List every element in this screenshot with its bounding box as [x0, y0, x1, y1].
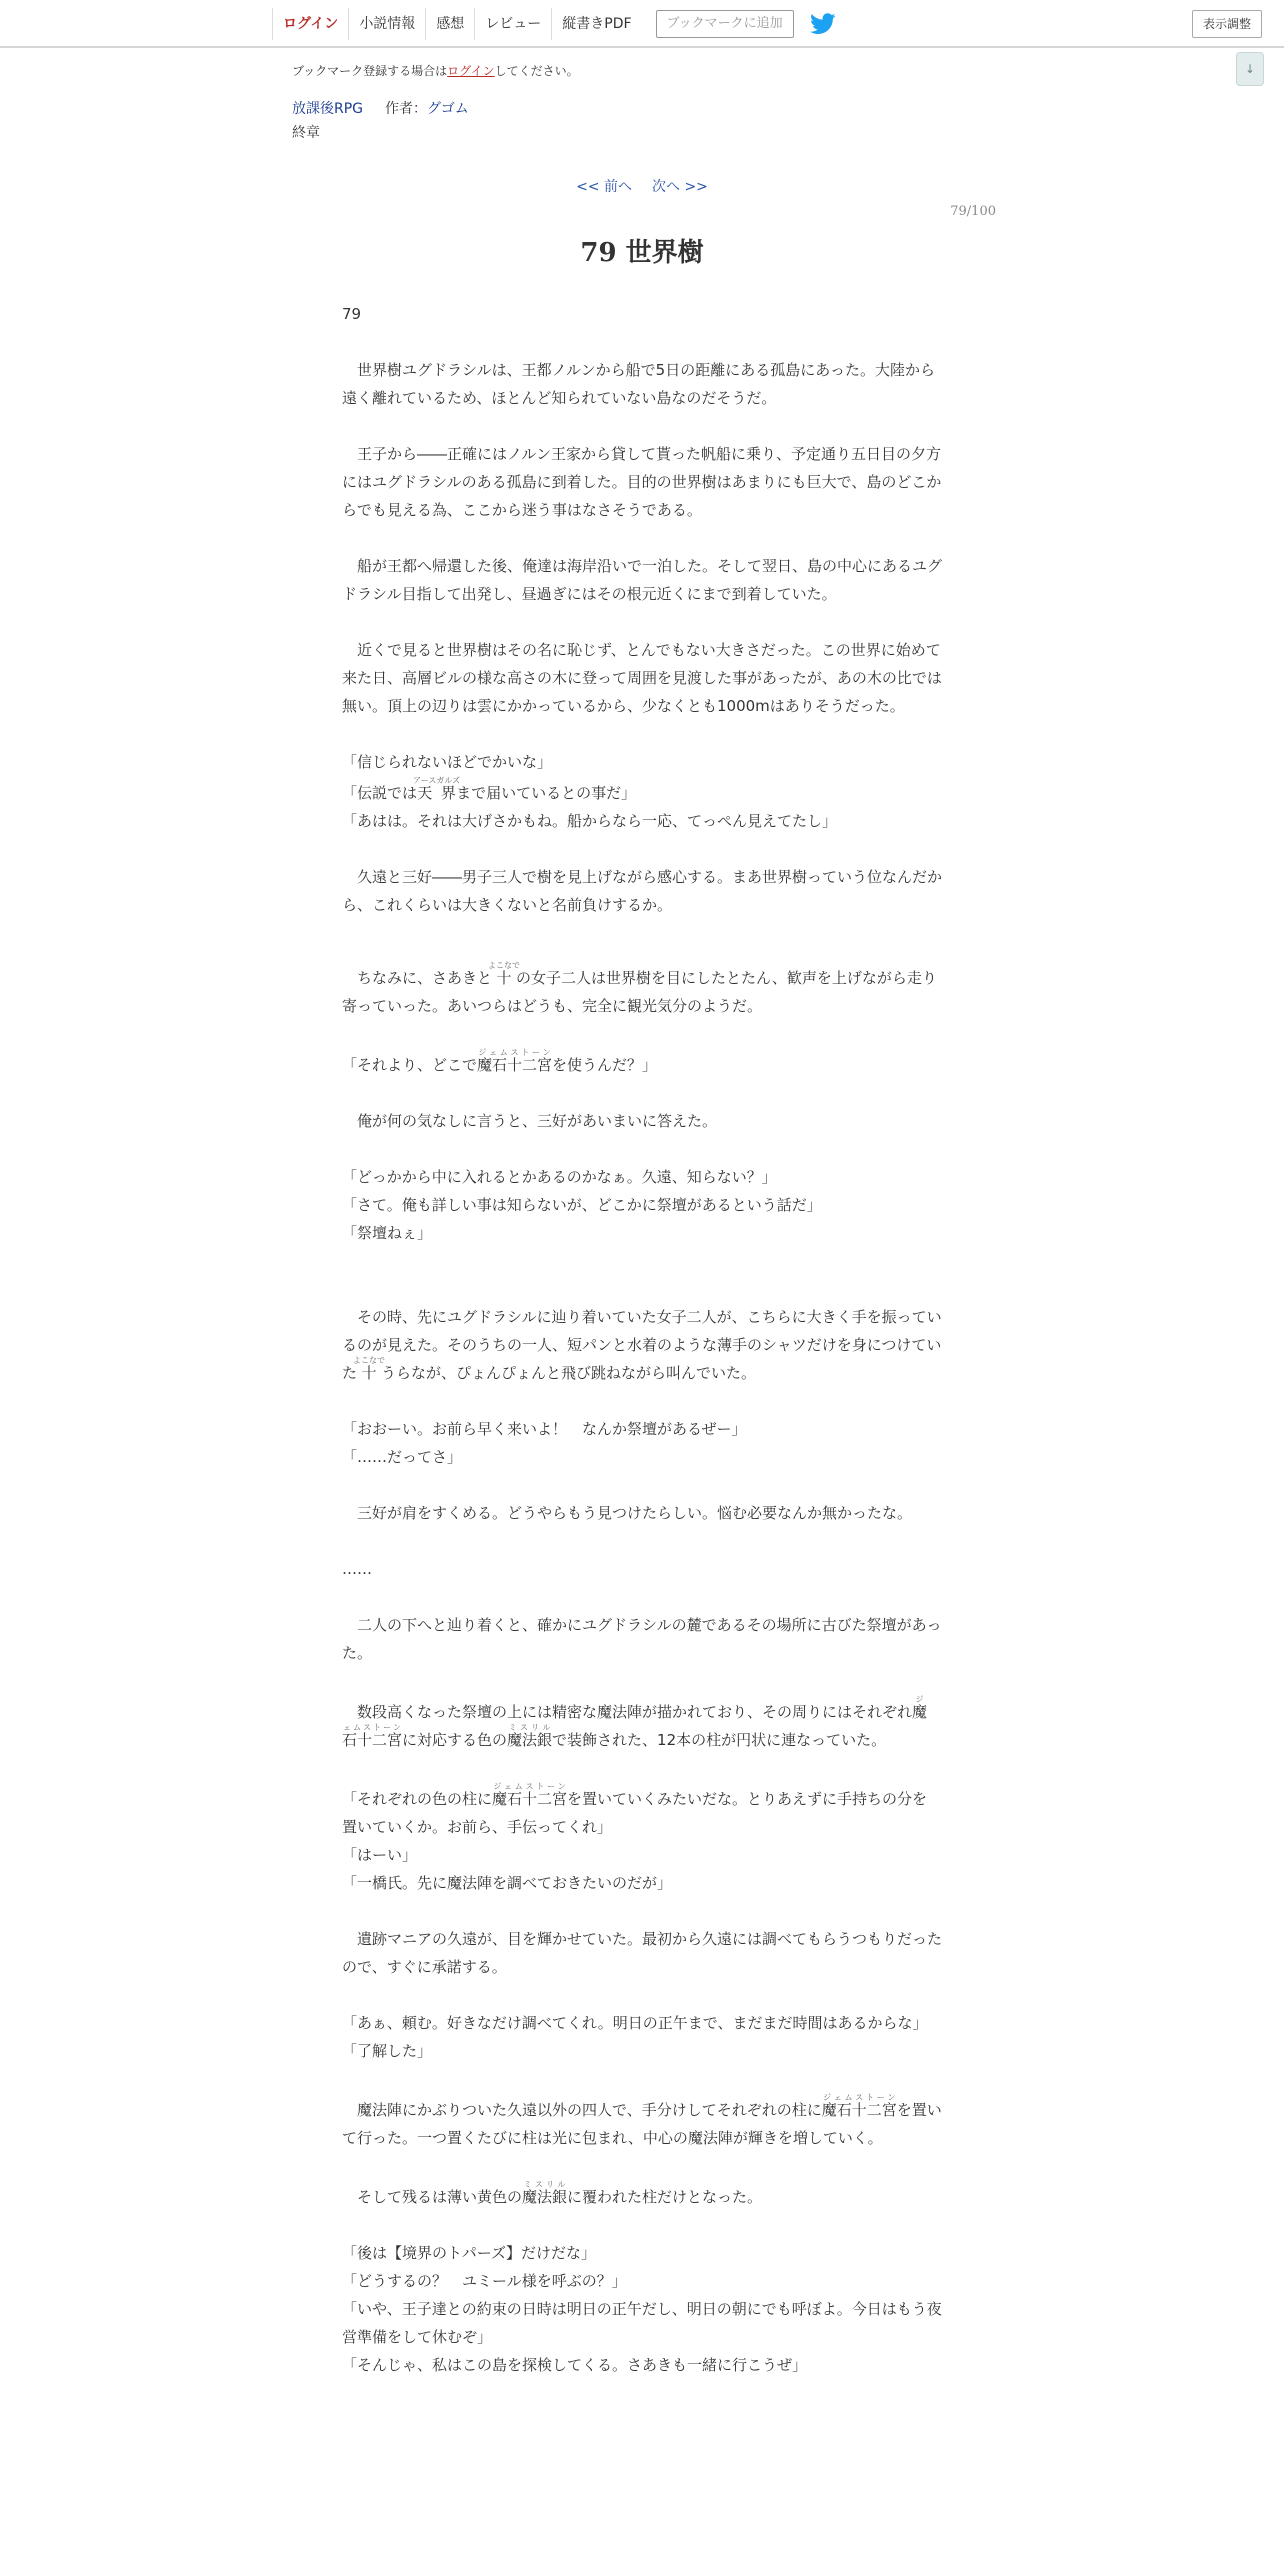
- page-count: 79/100: [950, 204, 996, 219]
- dialogue-line: 「信じられないほどでかいな」: [342, 753, 553, 771]
- text-span: を置いて行った。一つ置くたびに柱は光に包まれ、中心の魔法陣が輝きを増していく。: [342, 2101, 942, 2147]
- text-span: 「それより、どこで: [342, 1056, 478, 1074]
- login-note-link[interactable]: ログイン: [447, 64, 495, 78]
- ruby-base: 魔石十二宮: [821, 2101, 897, 2119]
- dialogue-line: [342, 776, 942, 807]
- ruby-base: 十: [353, 1364, 385, 1382]
- text-span: 「伝説では: [342, 784, 418, 802]
- next-page-link[interactable]: 次へ >>: [652, 179, 708, 195]
- ruby-word: [353, 1356, 386, 1382]
- pager: [0, 176, 1284, 196]
- ruby-reading: よこなで: [353, 1356, 386, 1365]
- text-span: に対応する色の: [402, 1731, 508, 1749]
- series-info: [292, 98, 469, 118]
- ruby-base: 魔石十二宮: [342, 1703, 928, 1749]
- series-title-link[interactable]: 放課後RPG: [292, 101, 364, 117]
- twitter-bird-icon[interactable]: [810, 13, 836, 35]
- login-note-after: してください。: [494, 64, 579, 78]
- ruby-word: [507, 1723, 553, 1749]
- ruby-word: [821, 2093, 897, 2119]
- top-nav-bar: [0, 0, 1284, 48]
- ruby-word: [522, 2180, 568, 2206]
- dialogue-line: 「さて。俺も詳しい事は知らないが、どこかに祭壇があるという話だ」: [342, 1196, 822, 1214]
- paragraph: 近くで見ると世界樹はその名に恥じず、とんでもない大きさだった。この世界に始めて来た日、高層ビルの様な高さの木に登って周囲を見渡した事があったが、あの木の比では無い。頂上の辺りは雲にかかっているから、少なくとも1000mはありそうだった。: [342, 641, 942, 715]
- text-span: 「それぞれの色の柱に: [342, 1790, 493, 1808]
- paragraph: 遺跡マニアの久遠が、目を輝かせていた。最初から久遠には調べてもらうつもりだったので、すぐに承諾する。: [342, 1930, 943, 1976]
- ruby-base: 魔法銀: [522, 2188, 568, 2206]
- paragraph: 二人の下へと辿り着くと、確かにユグドラシルの麓であるその場所に古びた祭壇があった。: [342, 1616, 942, 1662]
- paragraph: [342, 2180, 942, 2211]
- ruby-reading: ジェムストーン: [492, 1782, 568, 1791]
- paragraph: [342, 2093, 942, 2152]
- dialogue-line: 「どっかから中に入れるとかあるのかなぁ。久遠、知らない？」: [342, 1168, 777, 1186]
- vertical-pdf-link[interactable]: 縦書きPDF: [551, 8, 641, 40]
- dialogue-group: [342, 1415, 942, 1471]
- dialogue-line: 「一橋氏。先に魔法陣を調べておきたいのだが」: [342, 1874, 673, 1892]
- text-span: うらなが、ぴょんぴょんと飛び跳ねながら叫んでいた。: [381, 1364, 757, 1382]
- text-span: まで届いているとの事だ」: [456, 784, 637, 802]
- bookmark-add-button[interactable]: ブックマークに追加: [656, 10, 794, 38]
- display-settings-button[interactable]: 表示調整: [1192, 10, 1262, 38]
- ruby-base: 魔石十二宮: [492, 1790, 568, 1808]
- dialogue-group: [342, 2009, 942, 2065]
- paragraph: [342, 961, 942, 1020]
- ruby-word: [477, 1048, 553, 1074]
- ruby-word: [492, 1782, 568, 1808]
- ruby-base: 十: [488, 969, 520, 987]
- ruby-reading: ジェムストーン: [477, 1048, 553, 1057]
- dialogue-line: 「後は【境界のトパーズ】だけだな」: [342, 2244, 596, 2262]
- text-span: そして残るは薄い黄色の: [357, 2188, 523, 2206]
- paragraph: 久遠と三好――男子三人で樹を見上げながら感心する。まあ世界樹っていう位なんだから、これくらいは大きくないと名前負けするか。: [342, 868, 943, 914]
- dialogue-line: 「どうするの？ ユミール様を呼ぶの？」: [342, 2272, 627, 2290]
- dialogue-line: 「祭壇ねぇ」: [342, 1224, 433, 1242]
- ruby-word: [488, 961, 521, 987]
- ruby-word: [413, 776, 461, 802]
- bookmark-login-note: [292, 62, 579, 79]
- paragraph: 世界樹ユグドラシルは、王都ノルンから船で5日の距離にある孤島にあった。大陸から遠く離れているため、ほとんど知られていない島なのだそうだ。: [342, 361, 936, 407]
- text-span: を使うんだ？」: [552, 1056, 658, 1074]
- dialogue-line: [342, 1782, 942, 1841]
- dialogue-line: 「……だってさ」: [342, 1448, 463, 1466]
- novel-body: [342, 300, 942, 2407]
- chapter-number: 79: [342, 305, 362, 323]
- ruby-reading: アースガルズ: [413, 776, 461, 785]
- dialogue-line: [342, 1048, 942, 1079]
- login-link[interactable]: ログイン: [272, 8, 348, 40]
- ruby-reading: ミスリル: [507, 1723, 553, 1732]
- dialogue-group: [342, 748, 942, 835]
- paragraph: 王子から――正確にはノルン王家から貸して貰った帆船に乗り、予定通り五日目の夕方にはユグドラシルのある孤島に到着した。目的の世界樹はあまりにも巨大で、島のどこからでも見える為、ここから迷う事はなさそうである。: [342, 445, 942, 519]
- ruby-reading: よこなで: [488, 961, 521, 970]
- paragraph: [342, 1695, 942, 1754]
- text-span: 魔法陣にかぶりついた久遠以外の四人で、手分けしてそれぞれの柱に: [357, 2101, 822, 2119]
- chapter-title: 79 世界樹: [580, 238, 704, 268]
- author-link[interactable]: グゴム: [427, 101, 469, 117]
- ruby-reading: ミスリル: [522, 2180, 568, 2189]
- dialogue-line: 「そんじゃ、私はこの島を探検してくる。さあきも一緒に行こうぜ」: [342, 2356, 808, 2374]
- paragraph: 俺が何の気なしに言うと、三好があいまいに答えた。: [357, 1112, 718, 1130]
- ruby-base: 魔法銀: [507, 1731, 553, 1749]
- login-note-before: ブックマーク登録する場合は: [292, 64, 448, 78]
- text-span: を置いていくみたいだな。とりあえずに手持ちの分を置いていくか。お前ら、手伝ってくれ」: [342, 1790, 928, 1836]
- impressions-link[interactable]: 感想: [425, 8, 474, 40]
- author-label: 作者：: [385, 101, 428, 117]
- text-span: その時、先にユグドラシルに辿り着いていた女子二人が、こちらに大きく手を振っているのが見えた。そのうちの一人、短パンと水着のような薄手のシャツだけを身につけていた: [342, 1308, 942, 1382]
- paragraph: 船が王都へ帰還した後、俺達は海岸沿いで一泊した。そして翌日、島の中心にあるユグドラシル目指して出発し、昼過ぎにはその根元近くにまで到着していた。: [342, 557, 943, 603]
- blank-gap: [342, 1275, 942, 1303]
- dialogue-line: 「おおーい。お前ら早く来いよ！ なんか祭壇があるぜー」: [342, 1420, 747, 1438]
- ruby-base: 天界: [413, 784, 461, 802]
- dialogue-group: [342, 1782, 942, 1897]
- text-span: で装飾された、12本の柱が円状に連なっていた。: [552, 1731, 887, 1749]
- blank-gap: [342, 947, 942, 961]
- prev-page-link[interactable]: << 前へ: [576, 179, 632, 195]
- scroll-down-icon[interactable]: ↓: [1236, 52, 1264, 86]
- dialogue-line: 「了解した」: [342, 2042, 433, 2060]
- dialogue-group: [342, 1163, 942, 1247]
- ruby-reading: ジェムストーン: [342, 1695, 928, 1732]
- review-link[interactable]: レビュー: [474, 8, 551, 40]
- paragraph: 三好が肩をすくめる。どうやらもう見つけたらしい。悩む必要なんか無かったな。: [357, 1504, 913, 1522]
- main-nav: [272, 8, 836, 40]
- dialogue-line: 「いや、王子達との約束の日時は明日の正午だし、明日の朝にでも呼ぼよ。今日はもう夜営準備をして休むぞ」: [342, 2300, 942, 2346]
- dialogue-line: 「あぁ、頼む。好きなだけ調べてくれ。明日の正午まで、まだまだ時間はあるからな」: [342, 2014, 928, 2032]
- dialogue-line: 「はーい」: [342, 1846, 418, 1864]
- dialogue-group: [342, 2239, 942, 2379]
- dialogue-line: 「あはは。それは大げさかもね。船からなら一応、てっぺん見えてたし」: [342, 812, 838, 830]
- ruby-base: 魔石十二宮: [477, 1056, 553, 1074]
- paragraph: [342, 1303, 942, 1387]
- text-span: に覆われた柱だけとなった。: [567, 2188, 763, 2206]
- novel-info-link[interactable]: 小説情報: [348, 8, 425, 40]
- ruby-reading: ジェムストーン: [821, 2093, 897, 2102]
- scene-break: ……: [342, 1560, 372, 1578]
- text-span: 数段高くなった祭壇の上には精密な魔法陣が描かれており、その周りにはそれぞれ: [357, 1703, 913, 1721]
- text-span: ちなみに、さあきと: [357, 969, 493, 987]
- chapter-group-label: 終章: [292, 125, 320, 141]
- text-span: の女子二人は世界樹を目にしたとたん、歓声を上げながら走り寄っていった。あいつらはどうも、完全に観光気分のようだ。: [342, 969, 937, 1015]
